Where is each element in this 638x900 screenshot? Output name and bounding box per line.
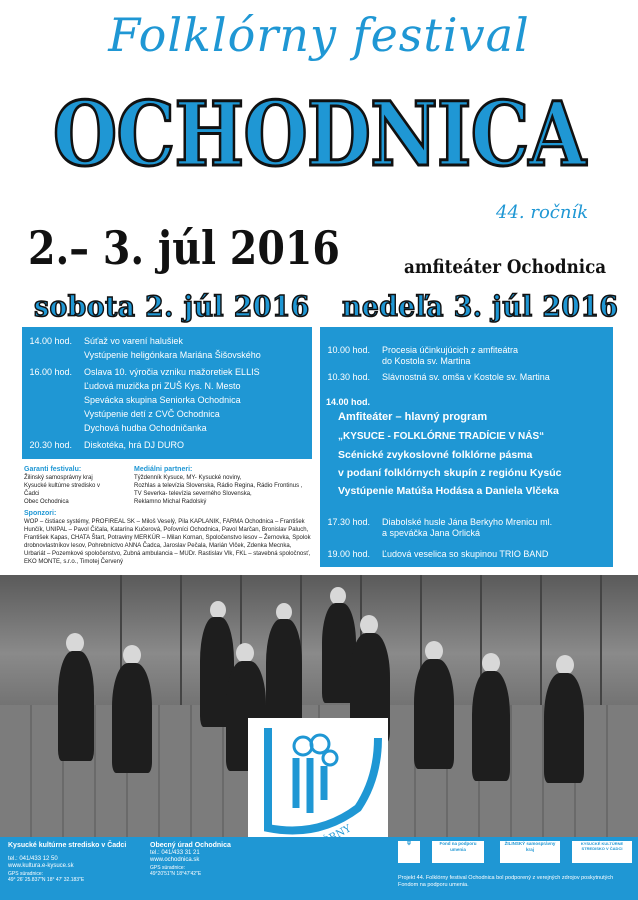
- main-program-line: „KYSUCE - FOLKLÓRNE TRADÍCIE V NÁS“: [338, 431, 545, 442]
- coat-of-arms-icon: ⛨: [398, 841, 420, 863]
- program-line: a speváčka Jana Orlická: [382, 528, 481, 538]
- main-program-line: v podaní folklórnych skupín z regiónu Kysúc: [338, 467, 562, 479]
- organizer-1-phone: tel.: 041/433 12 50: [8, 855, 58, 862]
- guarantees-text: Žilinský samosprávny kraj Kysucké kultúrne stredisko v Čadci Obec Ochodnica: [24, 475, 101, 505]
- venue-label: amfiteáter Ochodnica: [404, 256, 607, 278]
- sponsors-title: Sponzori:: [24, 510, 57, 517]
- program-line: Ľudová veselica so skupinou TRIO BAND: [382, 549, 549, 559]
- funding-note: Projekt 44. Folklórny festival Ochodnica bol podporený z verejných zdrojov poskytnutých Fondom na podporu umenia.: [398, 875, 614, 888]
- program-line: Spevácka skupina Seniorka Ochodnica: [84, 395, 241, 405]
- media-partners-title: Mediálni partneri:: [134, 466, 193, 473]
- program-time: 17.30 hod.: [327, 517, 370, 527]
- organizer-1-web[interactable]: www.kultura.e-kysuce.sk: [8, 863, 74, 869]
- program-line: do Kostola sv. Martina: [382, 356, 471, 366]
- program-time: 14.00 hod.: [325, 397, 370, 407]
- program-line: Diskotéka, hrá DJ DURO: [84, 440, 185, 450]
- main-program-line: Vystúpenie Matúša Hodása a Daniela Vlčeka: [338, 485, 559, 497]
- program-line: Oslava 10. výročia vzniku mažoretiek ELLIS: [84, 367, 260, 377]
- zsk-logo: ŽILINSKÝ samosprávny kraj: [500, 841, 560, 863]
- program-line: Súťaž vo varení halušiek: [84, 336, 183, 346]
- sunday-program-panel: [320, 327, 613, 567]
- program-time: 20.30 hod.: [29, 440, 72, 450]
- saturday-heading: sobota 2. júl 2016: [34, 290, 310, 323]
- organizer-2-phone: tel.: 041/433 31 21: [150, 849, 200, 856]
- guarantees-block: [24, 466, 116, 506]
- guarantees-title: Garanti festivalu:: [24, 466, 82, 473]
- festival-dates: 2.– 3. júl 2016: [28, 221, 340, 275]
- program-time: 16.00 hod.: [29, 367, 72, 377]
- program-line: Vystúpenie detí z CVČ Ochodnica: [84, 409, 220, 419]
- program-time: 19.00 hod.: [327, 549, 370, 559]
- organizer-2: [150, 842, 250, 877]
- edition-label: 44. ročník: [496, 202, 589, 223]
- program-time: 10.00 hod.: [327, 345, 370, 355]
- kks-logo: KYSUCKÉ KULTÚRNE STREDISKO V ČADCI: [572, 841, 632, 863]
- sponsors-text: WOP – čistiace systémy, PROFIREAL SK – Miloš Veselý, Pila KAPLANIK, FARMA Ochodnica – František Hunčík, UNIPAL – Pavol Čičala, Katarína Kučerová, Poľovníci Ochodnica, Pavol Marčan, Bronislav Paluch, František Kapas, CHATA Štart, Potraviny MERKÚR – Milan Kornan, Spoločenstvo lesov – Žernovka, Spolok drobnovlastníkov lesov, Pohrebníctvo ANNA Čadca, Jaroslav Pečala, Marián Vlček, Zdenka Mecnka, Urbariát – Pozemkové spoločenstvo, Zubná ambulancia – MUDr. Rastislav Vlk, FKL – stavebná spoločnosť, EKO MONTE, s.r.o., Timotej Červený: [24, 519, 311, 565]
- program-line: Diabolské husle Jána Berkyho Mrenicu ml.: [382, 517, 553, 527]
- fpu-logo: Fond na podporu umenia: [432, 841, 484, 863]
- main-program-line: Amfiteáter – hlavný program: [338, 411, 488, 423]
- festival-script-title: Folklórny festival: [108, 8, 530, 62]
- festival-main-title: OCHODNICA: [52, 82, 586, 186]
- main-program-line: Scénické zvykoslovné folklórne pásma: [338, 449, 533, 461]
- organizer-1-title: Kysucké kultúrne stredisko v Čadci: [8, 842, 127, 849]
- program-line: Slávnostná sv. omša v Kostole sv. Martina: [382, 372, 550, 382]
- footer: [0, 837, 638, 900]
- media-partners-block: [134, 466, 316, 506]
- organizer-2-web[interactable]: www.ochodnica.sk: [150, 857, 200, 863]
- media-partners-text: Týždenník Kysuce, MY- Kysucké noviny, Rozhlas a televízia Slovenska, Rádio Regina, Rádio Frontinus , TV Severka- televízia severného Slovenska, Reklamno Michal Radolský: [134, 475, 303, 505]
- program-line: Procesia účinkujúcich z amfiteátra: [382, 345, 519, 355]
- program-time: 14.00 hod.: [29, 336, 72, 346]
- program-line: Ľudová muzička pri ZUŠ Kys. N. Mesto: [84, 381, 241, 391]
- program-line: Vystúpenie heligónkara Mariána Šišovského: [84, 350, 261, 360]
- organizer-2-gps: GPS súradnice: 49°20'51"N 18°47'42"E: [150, 864, 202, 877]
- organizer-1-gps: GPS súradnice: 49° 26' 25.837"N 18° 47' 32.183"E: [8, 870, 85, 883]
- sponsors-block: [24, 510, 314, 566]
- program-time: 10.30 hod.: [327, 372, 370, 382]
- program-line: Dychová hudba Ochodničanka: [84, 423, 207, 433]
- saturday-program-panel: [22, 327, 312, 459]
- organizer-1: [8, 842, 138, 883]
- sunday-heading: nedeľa 3. júl 2016: [342, 290, 619, 323]
- organizer-2-title: Obecný úrad Ochodnica: [150, 842, 231, 849]
